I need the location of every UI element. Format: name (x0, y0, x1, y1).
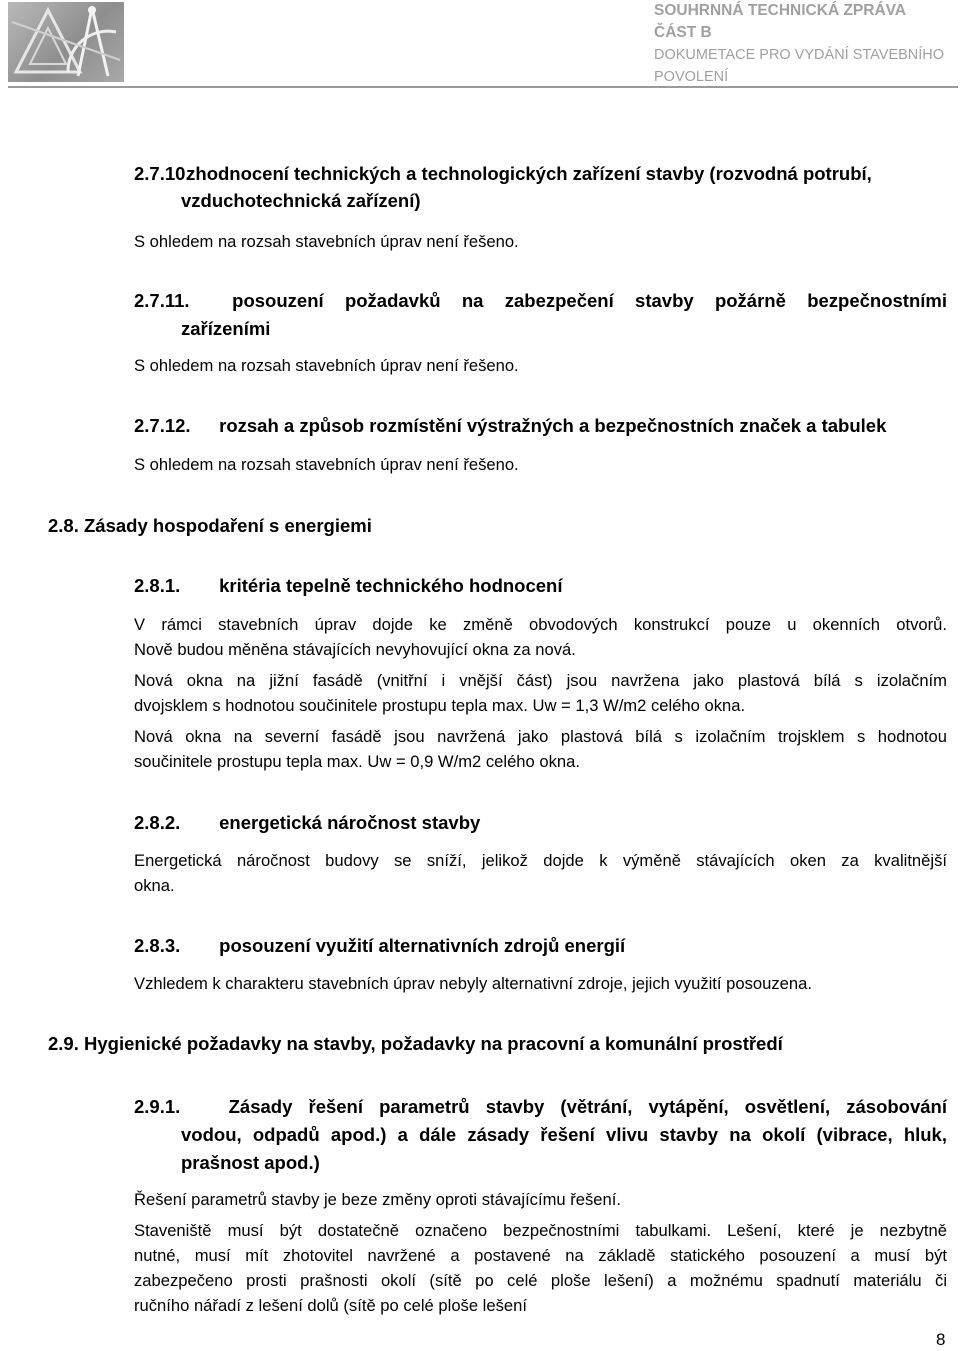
section-2-9-1-heading (134, 1093, 947, 1120)
section-2-8-1-heading (134, 572, 563, 599)
section-title: posouzení využití alternativních zdrojů energií (219, 935, 626, 956)
paragraph-line: součinitele prostupu tepla max. Uw = 0,9 W/m2 celého okna. (134, 752, 580, 771)
header-divider (8, 86, 958, 88)
section-number: 2.9.1. (134, 1096, 181, 1117)
paragraph-line: nutné, musí mít zhotovitel navržené a postavené na základě statického posouzení a musí být (134, 1246, 947, 1265)
paragraph-line: Staveniště musí být dostatečně označeno bezpečnostními tabulkami. Lešení, které je nezbytně (134, 1221, 947, 1240)
section-text: S ohledem na rozsah stavebních úprav není řešeno. (134, 356, 519, 375)
paragraph-line: Nová okna na severní fasádě jsou navržená jako plastová bílá s izolačním trojsklem s hodnotou (134, 727, 947, 746)
paragraph-line: Nově budou měněna stávajících nevyhovující okna za nová. (134, 640, 576, 659)
section-title: zhodnocení technických a technologických zařízení stavby (rozvodná potrubí, (186, 163, 872, 184)
paragraph-line: okna. (134, 876, 175, 895)
section-title: kritéria tepelně technického hodnocení (219, 575, 563, 596)
section-title-continued: prašnost apod.) (181, 1152, 320, 1173)
section-text: S ohledem na rozsah stavebních úprav není řešeno. (134, 232, 519, 251)
section-title: Zásady řešení parametrů stavby (větrání, vytápění, osvětlení, zásobování (228, 1096, 947, 1117)
section-title-continued: vzduchotechnická zařízení) (181, 190, 421, 211)
section-2-7-12-heading (134, 412, 886, 439)
paragraph-line: Řešení parametrů stavby je beze změny oproti stávajícímu řešení. (134, 1190, 621, 1209)
paragraph-line: zabezpečeno prosti prašnosti okolí (sítě po celé ploše lešení) a možnému spadnutí materiálu či (134, 1271, 947, 1290)
document-header (654, 0, 954, 88)
section-title: posouzení požadavků na zabezpečení stavby požárně bezpečnostními (232, 290, 947, 311)
section-2-8-3-heading (134, 932, 625, 959)
section-title-continued: vodou, odpadů apod.) a dále zásady řešení vlivu stavby na okolí (vibrace, hluk, (181, 1124, 947, 1145)
paragraph-line: Nová okna na jižní fasádě (vnitřní i vnější část) jsou navržena jako plastová bílá s izolačním (134, 671, 947, 690)
section-2-8-heading: 2.8. Zásady hospodaření s energiemi (48, 515, 372, 536)
section-2-8-2-heading (134, 809, 480, 836)
paragraph-line: dvojsklem s hodnotou součinitele prostupu tepla max. Uw = 1,3 W/m2 celého okna. (134, 696, 746, 715)
header-doc-line2: POVOLENÍ (654, 69, 729, 85)
section-text: Vzhledem k charakteru stavebních úprav nebyly alternativní zdroje, jejich využití posouzena. (134, 974, 812, 993)
section-number: 2.8.2. (134, 812, 181, 833)
page-number: 8 (936, 1330, 946, 1349)
section-text: S ohledem na rozsah stavebních úprav není řešeno. (134, 455, 519, 474)
section-2-9-heading: 2.9. Hygienické požadavky na stavby, požadavky na pracovní a komunální prostředí (48, 1033, 783, 1054)
paragraph-line: Energetická náročnost budovy se sníží, jelikož dojde k výměně stávajících oken za kvalitnější (134, 851, 947, 870)
section-title: rozsah a způsob rozmístění výstražných a bezpečnostních značek a tabulek (219, 415, 887, 436)
drafting-tools-icon (8, 2, 124, 82)
section-number: 2.8.1. (134, 575, 181, 596)
header-title: SOUHRNNÁ TECHNICKÁ ZPRÁVA (654, 2, 907, 19)
section-number: 2.8.3. (134, 935, 181, 956)
section-number: 2.7.12. (134, 415, 191, 436)
paragraph-line: V rámci stavebních úprav dojde ke změně obvodových konstrukcí pouze u okenních otvorů. (134, 615, 947, 634)
section-number: 2.7.10. (134, 163, 191, 184)
header-doc-line1: DOKUMETACE PRO VYDÁNÍ STAVEBNÍHO (654, 47, 945, 63)
section-title: energetická náročnost stavby (219, 812, 481, 833)
paragraph-line: ručního nářadí z lešení dolů (sítě po celé ploše lešení (134, 1296, 527, 1315)
section-title-continued: zařízeními (181, 318, 271, 339)
section-2-7-11-heading (134, 287, 947, 314)
section-number: 2.7.11. (134, 290, 190, 311)
company-logo (8, 2, 124, 82)
section-2-7-10-heading (134, 160, 872, 187)
header-part: ČÁST B (654, 24, 712, 41)
